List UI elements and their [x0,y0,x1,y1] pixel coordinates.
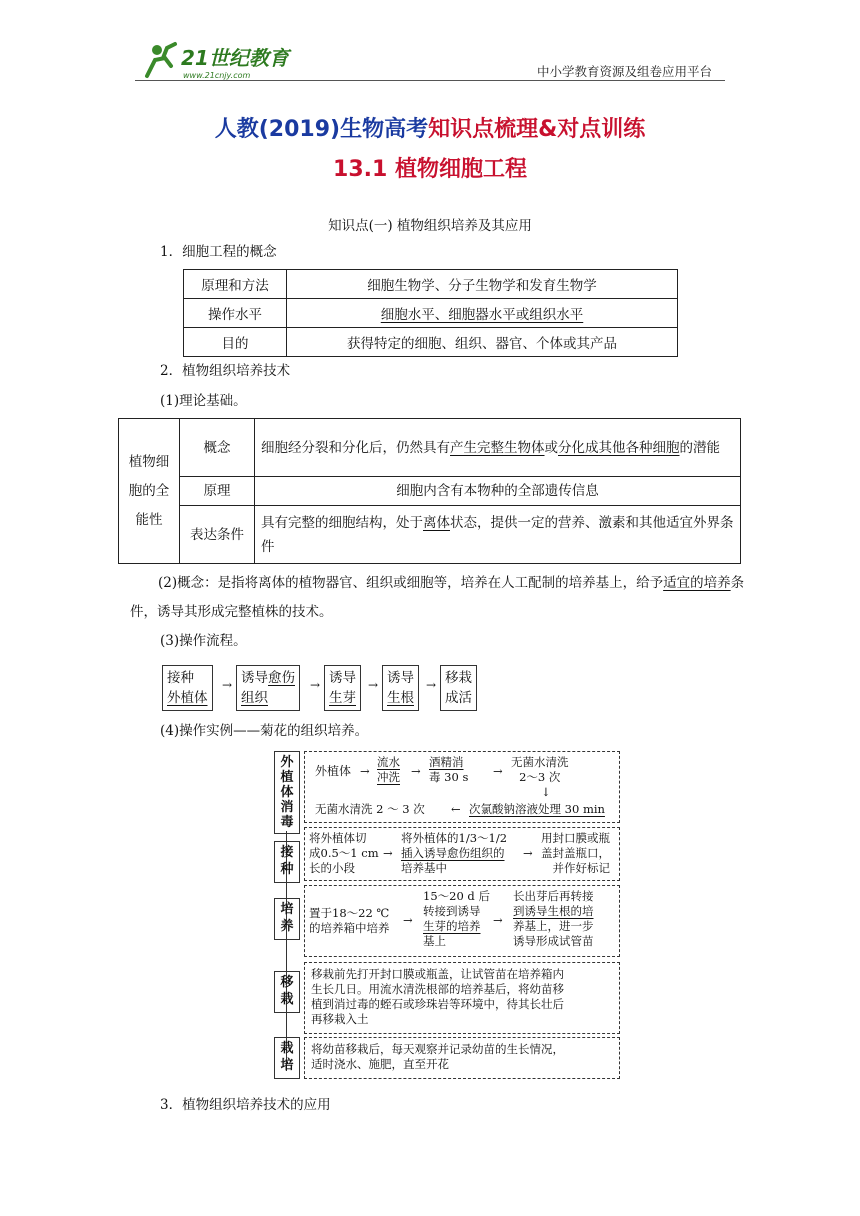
underlined-text: 离体 [423,514,450,531]
underlined-text: 插入诱导愈伤组织的 [401,846,505,860]
sterile-wash-label [511,755,569,785]
arrow-icon: → [523,846,533,860]
flow-step-root [382,665,419,711]
heading-2: 2．植物组织培养技术 [160,363,291,379]
text: 接种 [280,845,294,877]
underlined-text: 适宜的培养 [663,575,731,591]
transplant-text [311,967,564,1027]
arrow-icon: → [411,764,421,778]
heading-1: 1．细胞工程的概念 [160,244,277,260]
stage-culture [274,898,300,940]
section-heading: 知识点(一) 植物组织培养及其应用 [328,218,532,234]
cultivate-text [311,1042,564,1072]
cut-explant-text [309,831,379,876]
text: 基上 [423,934,446,948]
text: 将外植体的1/3～1/2 [401,831,508,845]
title-part1: 人教(2019)生物高考 [214,117,429,142]
stage-cultivate [274,1037,300,1079]
site-logo [137,38,297,82]
table-cell: 获得特定的细胞、组织、器官、个体或其产品 [287,328,678,357]
text: 培养基中 [401,861,447,875]
text: 2～3 次 [519,770,561,784]
text: 接种 [167,670,194,686]
table-cell: 细胞生物学、分子生物学和发育生物学 [287,270,678,299]
root-medium-text [513,889,594,949]
text: 长的小段 [309,861,355,875]
underlined-text: 生芽 [329,690,356,706]
incubate-text [309,906,390,936]
arrow-icon: → [426,678,437,692]
text: 成活 [445,690,472,706]
text: 状态，提供一定的营养、激素和其他适宜外界条件 [261,514,734,555]
arrow-icon: → [493,913,503,927]
underlined-text: 冲洗 [377,770,400,784]
flow-step-bud [324,665,361,711]
text: 移栽 [280,975,294,1007]
text: 15～20 d 后 [423,889,490,903]
underlined-text: 外植体 [167,690,208,706]
arrow-icon: → [368,678,379,692]
page-title [0,112,860,143]
text: 转接到诱导 [423,904,481,918]
heading-2-1: (1)理论基础。 [160,393,247,409]
text: 再移栽入土 [311,1012,369,1026]
header-platform-text: 中小学教育资源及组卷应用平台 [537,64,713,79]
text: 置于18～22 ℃ [309,906,390,920]
text: 盖封盖瓶口， [541,846,610,860]
heading-2-4: (4)操作实例——菊花的组织培养。 [160,723,369,739]
text: 外植体消毒 [280,755,294,830]
text: 植到消过毒的蛭石或珍珠岩等环境中，待其长壮后 [311,997,564,1011]
insert-medium-text [401,831,507,876]
text: 将外植体切 [309,831,367,845]
underlined-text: 流水 [377,755,400,769]
arrow-icon: → [383,846,393,860]
table-cell: 原理 [180,477,255,506]
text: 适时浇水、施肥，直至开花 [311,1057,449,1071]
text: 具有完整的细胞结构，处于 [261,514,423,531]
table-cell [255,419,741,477]
stage-transplant-box [304,962,620,1034]
arrow-icon: → [403,913,413,927]
page-subtitle: 13.1 植物细胞工程 [333,157,527,182]
text: 细胞经分裂和分化后，仍然具有 [261,439,450,456]
text: 养基上，进一步 [513,919,594,933]
underlined-text: 酒精消 [429,755,464,769]
arrow-left-icon: ← [451,802,461,816]
seal-text [541,831,610,876]
text: 并作好标记 [552,861,610,875]
totipotency-table [118,418,741,564]
logo-subtext: www.21cnjy.com [183,71,251,80]
text: 成0.5～1 cm [309,846,379,860]
arrow-icon: → [310,678,321,692]
stage-disinfect-box [304,751,620,823]
header-divider [135,80,725,81]
flow-step-transplant [440,665,477,711]
title-part2: 知识点梳理&对点训练 [428,117,646,142]
text: 生长几日。用流水清洗根部的培养基后，将幼苗移 [311,982,564,996]
table-cell: 操作水平 [184,299,287,328]
concept-table [183,269,678,357]
arrow-icon: → [222,678,233,692]
arrow-down-icon: ↓ [541,785,551,799]
underlined-text: 生芽的培养 [423,919,481,933]
text: 诱导 [387,670,414,686]
text: 诱导形成试管苗 [513,934,594,948]
text: 毒 30 s [429,770,469,784]
underlined-text: 分化成其他各种细胞 [558,439,680,456]
underlined-text: 生根 [387,690,414,706]
underlined-text: 愈伤 [268,670,295,686]
table-cell: 原理和方法 [184,270,287,299]
flow-step-inoculate [162,665,213,711]
bud-medium-text [423,889,490,949]
stage-inoculate [274,841,300,883]
paragraph-concept [130,569,745,627]
text: 的培养箱中培养 [309,921,390,935]
text: 移栽前先打开封口膜或瓶盖，让试管苗在培养箱内 [311,967,564,981]
chrysanthemum-culture-diagram [274,751,620,1081]
text: 无菌水清洗 [511,755,569,769]
text: 用封口膜或瓶 [541,831,610,845]
alcohol-label [429,755,468,785]
stage-culture-box [304,885,620,957]
underlined-text: 产生完整生物体 [450,439,545,456]
text: 移栽 [445,670,472,686]
table-cell: 表达条件 [180,506,255,564]
table-cell: 细胞内含有本物种的全部遗传信息 [255,477,741,506]
stage-cultivate-box [304,1037,620,1079]
text: 外植体 [315,764,352,778]
text: 或 [544,439,558,456]
heading-3: 3．植物组织培养技术的应用 [160,1097,331,1113]
text: 长出芽后再转接 [513,889,594,903]
table-cell: 目的 [184,328,287,357]
text: 栽培 [280,1041,294,1073]
text: 培养 [280,902,294,934]
table-cell [255,506,741,564]
text: 无菌水清洗 2 ～ 3 次 [315,802,425,816]
arrow-icon: → [493,764,503,778]
stage-inoculate-box [304,827,620,881]
text: (2)概念：是指将离体的植物器官、组织或细胞等，培养在人工配制的培养基上，给予 [158,575,664,591]
rinse-label [377,755,400,785]
stage-disinfect [274,751,300,834]
underlined-text: 到诱导生根的培 [513,904,594,918]
text: 诱导 [329,670,356,686]
heading-2-3: (3)操作流程。 [160,633,247,649]
arrow-icon: → [360,764,370,778]
underlined-text: 次氯酸钠溶液处理 30 min [469,802,605,816]
text: 将幼苗移栽后，每天观察并记录幼苗的生长情况， [311,1042,564,1056]
flow-step-callus [236,665,300,711]
table-cell: 概念 [180,419,255,477]
logo-text: 21世纪教育 [181,46,289,70]
text: 的潜能 [679,439,720,456]
text: 诱导 [241,670,268,686]
table-cell: 细胞水平、细胞器水平或组织水平 [287,299,678,328]
stage-transplant [274,971,300,1013]
text: 条件，诱导其形成完整植株的技术。 [130,575,745,620]
underlined-text: 组织 [241,690,268,706]
table-group-cell: 植物细胞的全能性 [119,419,180,564]
